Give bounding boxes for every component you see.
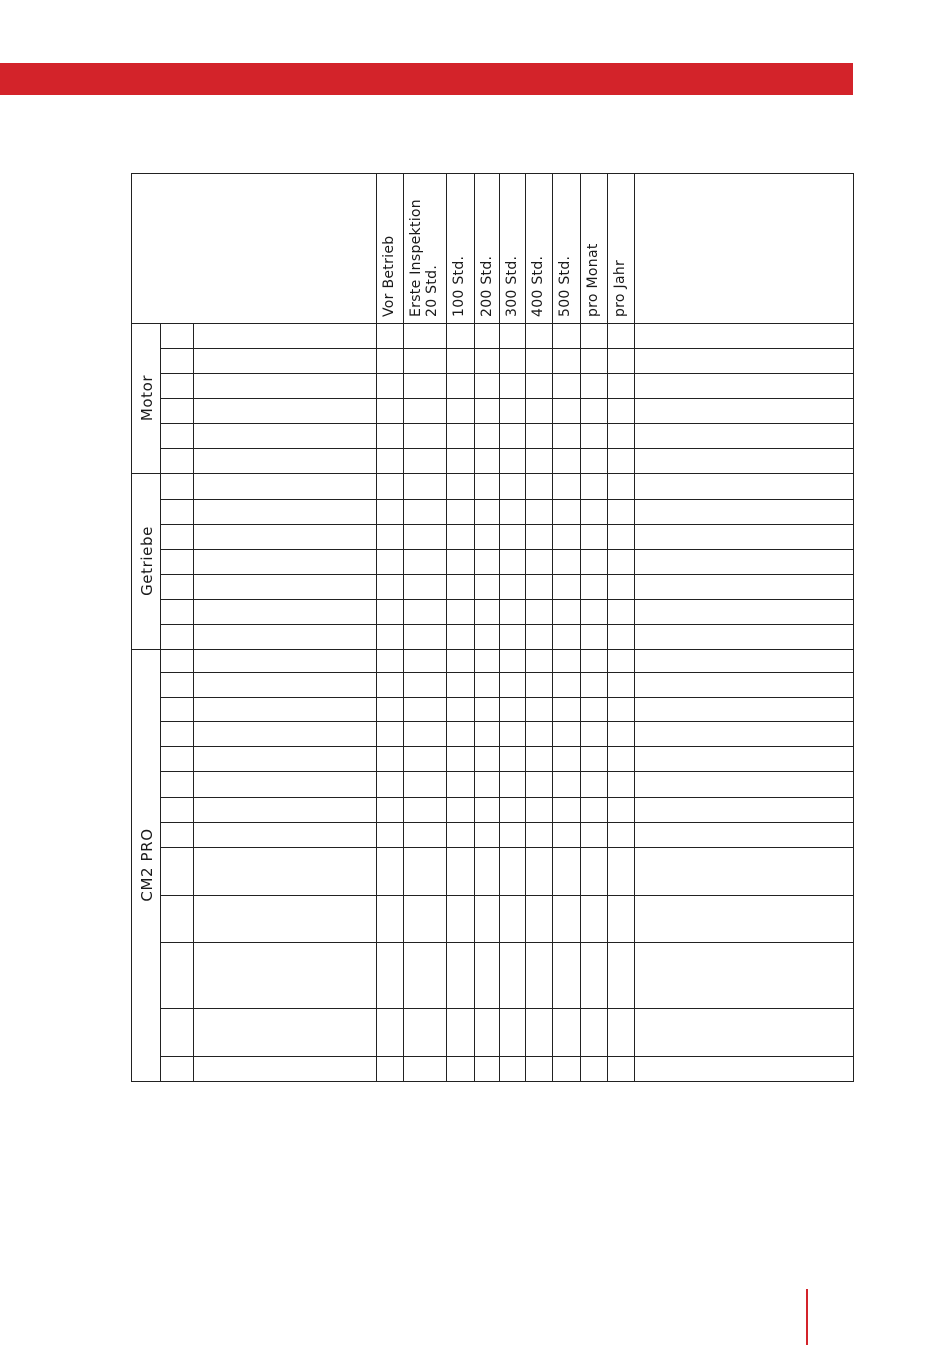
column-header — [557, 256, 573, 317]
row-divider — [160, 524, 854, 525]
column-header-line: Vor Betrieb — [381, 235, 397, 317]
interval-column-divider — [552, 173, 553, 1082]
row-divider — [160, 721, 854, 722]
column-header-line: 300 Std. — [504, 255, 520, 317]
row-divider — [160, 672, 854, 673]
row-divider — [160, 1056, 854, 1057]
interval-column-divider — [474, 173, 475, 1082]
column-header-line: 500 Std. — [557, 255, 573, 317]
page-margin-rule — [806, 1289, 808, 1345]
row-divider — [160, 398, 854, 399]
column-header-line: 200 Std. — [479, 255, 495, 317]
row-divider — [160, 847, 854, 848]
row-divider — [160, 746, 854, 747]
row-divider — [160, 599, 854, 600]
row-divider — [160, 895, 854, 896]
row-divider — [160, 942, 854, 943]
interval-column-divider — [525, 173, 526, 1082]
maintenance-schedule-table — [131, 173, 854, 1082]
row-group-label: CM2 PRO — [137, 828, 156, 902]
column-header — [585, 243, 601, 317]
row-divider — [160, 574, 854, 575]
row-divider — [160, 697, 854, 698]
row-group-label: Getriebe — [137, 526, 156, 596]
row-divider — [160, 348, 854, 349]
row-divider — [160, 624, 854, 625]
group-column-divider — [160, 323, 161, 1082]
row-divider — [160, 499, 854, 500]
row-group-label: Motor — [137, 374, 156, 422]
interval-column-divider — [376, 173, 377, 1082]
column-header-line: pro Monat — [585, 243, 601, 317]
column-header — [451, 256, 467, 317]
column-header-line: 400 Std. — [530, 255, 546, 317]
interval-column-divider — [580, 173, 581, 1082]
column-header — [612, 260, 628, 317]
interval-column-divider — [499, 173, 500, 1082]
header-color-bar — [0, 63, 853, 95]
row-divider — [160, 822, 854, 823]
row-divider — [160, 448, 854, 449]
column-header-line: Erste Inspektion — [408, 199, 424, 317]
interval-column-divider — [607, 173, 608, 1082]
column-header — [479, 256, 495, 317]
group-divider — [131, 473, 854, 474]
column-header — [408, 199, 440, 317]
row-divider — [160, 423, 854, 424]
column-header-line: 20 Std. — [424, 264, 440, 317]
number-column-divider — [193, 323, 194, 1082]
column-header-line: 100 Std. — [451, 255, 467, 317]
header-divider — [131, 323, 854, 324]
column-header-line: pro Jahr — [612, 259, 628, 317]
interval-column-divider — [634, 173, 635, 1082]
row-divider — [160, 797, 854, 798]
interval-column-divider — [446, 173, 447, 1082]
interval-column-divider — [403, 173, 404, 1082]
row-divider — [160, 549, 854, 550]
column-header — [381, 236, 397, 317]
row-divider — [160, 373, 854, 374]
column-header — [504, 256, 520, 317]
group-divider — [131, 649, 854, 650]
column-header — [530, 256, 546, 317]
row-divider — [160, 1008, 854, 1009]
row-divider — [160, 771, 854, 772]
